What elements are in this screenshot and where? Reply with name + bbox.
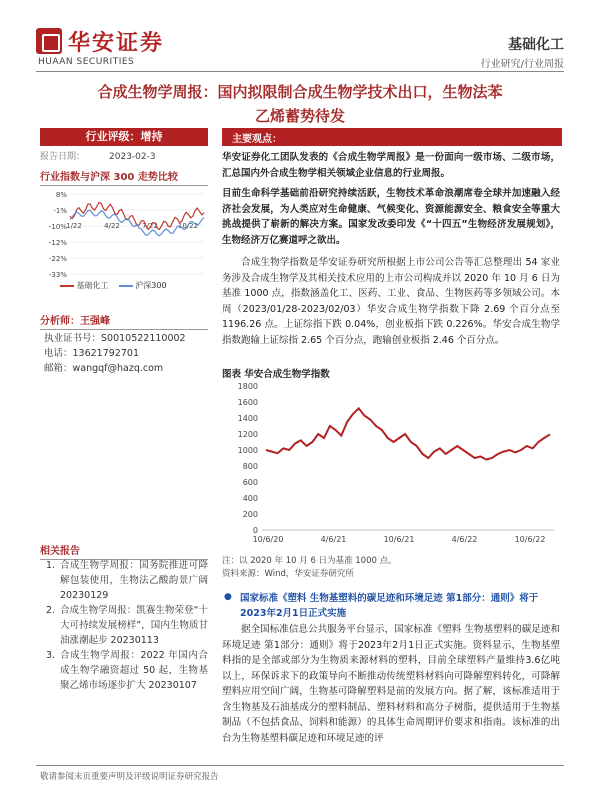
analyst-phone: 电话：13621792701 bbox=[44, 348, 139, 359]
report-date-value: 2023-02-3 bbox=[109, 152, 156, 162]
y-tick-label: 1800 bbox=[237, 382, 258, 391]
y-tick-label: -12% bbox=[48, 239, 67, 247]
index-chart-title: 行业指数与沪深 300 走势比较 bbox=[40, 168, 208, 186]
footer-disclaimer[interactable]: 敬请参阅末页重要声明及评级说明证券研究报告 bbox=[40, 772, 219, 782]
y-tick-label: 8% bbox=[55, 191, 67, 199]
logo-text: 华安证券 bbox=[68, 30, 165, 56]
y-tick-label: -10% bbox=[48, 223, 67, 231]
legend-label-1: 基础化工 bbox=[76, 281, 109, 290]
index-paragraph: 合成生物学指数是华安证券研究所根据上市公司公告等汇总整理出 54 家业务涉及合成生物学及其相关技术应用的上市公司构成并以 2020 年 10 月 6 日为基准 1000 点，指数涵盖化工、医药、工业、食品、生物医药等多领域公司。本周（2023/01/28-2023/02/03）华安合成生物学指数下降 2.69 个百分点至 1196.26 点。上证综指下跌 0.04%，创业板指下跌 0.226%。华安合成生物学指数跑输上证综指 2.65 个百分点，跑输创业板指 2.46 个百分点。 bbox=[222, 257, 560, 346]
x-tick-label: 4/6/21 bbox=[320, 535, 347, 544]
intro-paragraph: 华安证券化工团队发表的《合成生物学周报》是一份面向一级市场、二级市场，汇总国内外合成生物学相关领域企业信息的行业周报。 bbox=[222, 152, 560, 179]
synbio-index-chart bbox=[232, 380, 562, 545]
key-points-header bbox=[222, 128, 562, 146]
report-date bbox=[40, 149, 208, 162]
report-title bbox=[40, 80, 560, 128]
figure-source: 资料来源：Wind，华安证券研究所 bbox=[222, 569, 354, 579]
y-tick-label: 200 bbox=[242, 510, 258, 519]
analyst-title: 分析师：王强峰 bbox=[40, 312, 208, 330]
index-chart-legend bbox=[60, 280, 167, 291]
y-tick-label: 1200 bbox=[237, 430, 258, 439]
y-tick-label: 1000 bbox=[237, 446, 258, 455]
x-tick-label: 10/6/20 bbox=[252, 535, 284, 544]
legend-swatch-2 bbox=[119, 285, 133, 287]
y-tick-label: 400 bbox=[242, 494, 258, 503]
logo-english: HUAAN SECURITIES bbox=[38, 57, 135, 67]
y-tick-label: 800 bbox=[242, 462, 258, 471]
related-reports-list bbox=[46, 558, 208, 693]
x-tick-label: 10/6/22 bbox=[514, 535, 546, 544]
y-tick-label: -1% bbox=[53, 207, 67, 215]
footer-divider bbox=[36, 765, 564, 766]
x-tick-label: 4/6/22 bbox=[451, 535, 478, 544]
y-tick-label: -22% bbox=[48, 255, 67, 263]
key-points-label: 主要观点： bbox=[232, 134, 282, 145]
figure-title: 图表 华安合成生物学指数 bbox=[222, 369, 330, 380]
x-tick-label: 10/22 bbox=[177, 222, 199, 230]
analyst-cert: 执业证书号：S0010522110002 bbox=[44, 333, 186, 344]
y-tick-label: 600 bbox=[242, 478, 258, 487]
y-tick-label: 1400 bbox=[237, 414, 258, 423]
bullet-icon: ● bbox=[224, 592, 232, 602]
related-reports-title: 相关报告 bbox=[40, 542, 208, 560]
logo-icon bbox=[36, 28, 62, 54]
report-subcategory: 行业研究/行业周报 bbox=[480, 59, 564, 70]
x-tick-label: 7/22 bbox=[142, 222, 158, 230]
list-item[interactable]: 3. 合成生物学周报：2022 年国内合成生物学融资超过 50 起，生物基聚乙烯市场逐步扩大 20230107 bbox=[46, 650, 208, 691]
y-tick-label: -33% bbox=[48, 271, 67, 279]
header-divider bbox=[36, 71, 564, 72]
index-comparison-chart bbox=[40, 186, 208, 291]
series-synbio-index bbox=[266, 408, 550, 459]
x-tick-label: 10/6/21 bbox=[383, 535, 415, 544]
figure-note: 注：以 2020 年 10 月 6 日为基准 1000 点。 bbox=[222, 556, 397, 566]
x-tick-label: 4/22 bbox=[104, 222, 120, 230]
y-tick-label: 0 bbox=[252, 526, 258, 535]
analyst-email[interactable]: 邮箱：wangqf@hazq.com bbox=[44, 363, 164, 374]
title-line-1: 合成生物学周报：国内拟限制合成生物学技术出口，生物法苯 bbox=[97, 83, 503, 101]
list-item[interactable]: 2. 合成生物学周报：凯赛生物荣登“十大可持续发展榜样”，国内生物质甘油涨潮起步 20230113 bbox=[46, 605, 208, 646]
report-date-label: 报告日期： bbox=[40, 152, 86, 162]
legend-swatch-1 bbox=[60, 285, 74, 287]
industry-rating: 行业评级：增持 bbox=[40, 128, 208, 146]
title-line-2: 乙烯蓄势待发 bbox=[254, 107, 345, 125]
news-body: 据全国标准信息公共服务平台显示，国家标准《塑料 生物基塑料的碳足迹和环境足迹 第1部分：通则》将于2023年2月1日正式实施。资料显示，生物基塑料指的是全部或部分为生物质来源材料的塑料，目前全球塑料产量维持3.6亿吨以上，环保诉求下的政策导向不断推动传统塑料材料向可降解塑料转化，可降解塑料应用空间广阔，生物基可降解塑料是前的发展方向。据了解，该标准适用于含生物基及石油基成分的塑料制品、塑料材料和高分子树脂，提供适用于生物基制品（不包括食品、饲料和能源）的具体生命周期评价要求和指南。该标准的出台为生物基塑料碳足迹和环境足迹的评 bbox=[222, 624, 560, 744]
x-tick-label: 1/22 bbox=[66, 222, 82, 230]
background-paragraph: 目前生命科学基础前沿研究持续活跃，生物技术革命浪潮席卷全球并加速融入经济社会发展，为人类应对生命健康、气候变化、资源能源安全、粮食安全等重大挑战提供了崭新的解决方案。国家发改委印发《“十四五”生物经济发展规划》，生物经济万亿赛道呼之欲出。 bbox=[222, 188, 560, 246]
legend-label-2: 沪深300 bbox=[135, 281, 167, 290]
y-tick-label: 1600 bbox=[237, 398, 258, 407]
news-title: 国家标准《塑料 生物基塑料的碳足迹和环境足迹 第1部分：通则》将于2023年2月1日正式实施 bbox=[240, 593, 539, 619]
list-item[interactable]: 1. 合成生物学周报：国务院推进可降解包装使用，生物法乙酸韵景广阔 20230129 bbox=[46, 560, 208, 601]
report-category: 基础化工 bbox=[508, 37, 564, 53]
